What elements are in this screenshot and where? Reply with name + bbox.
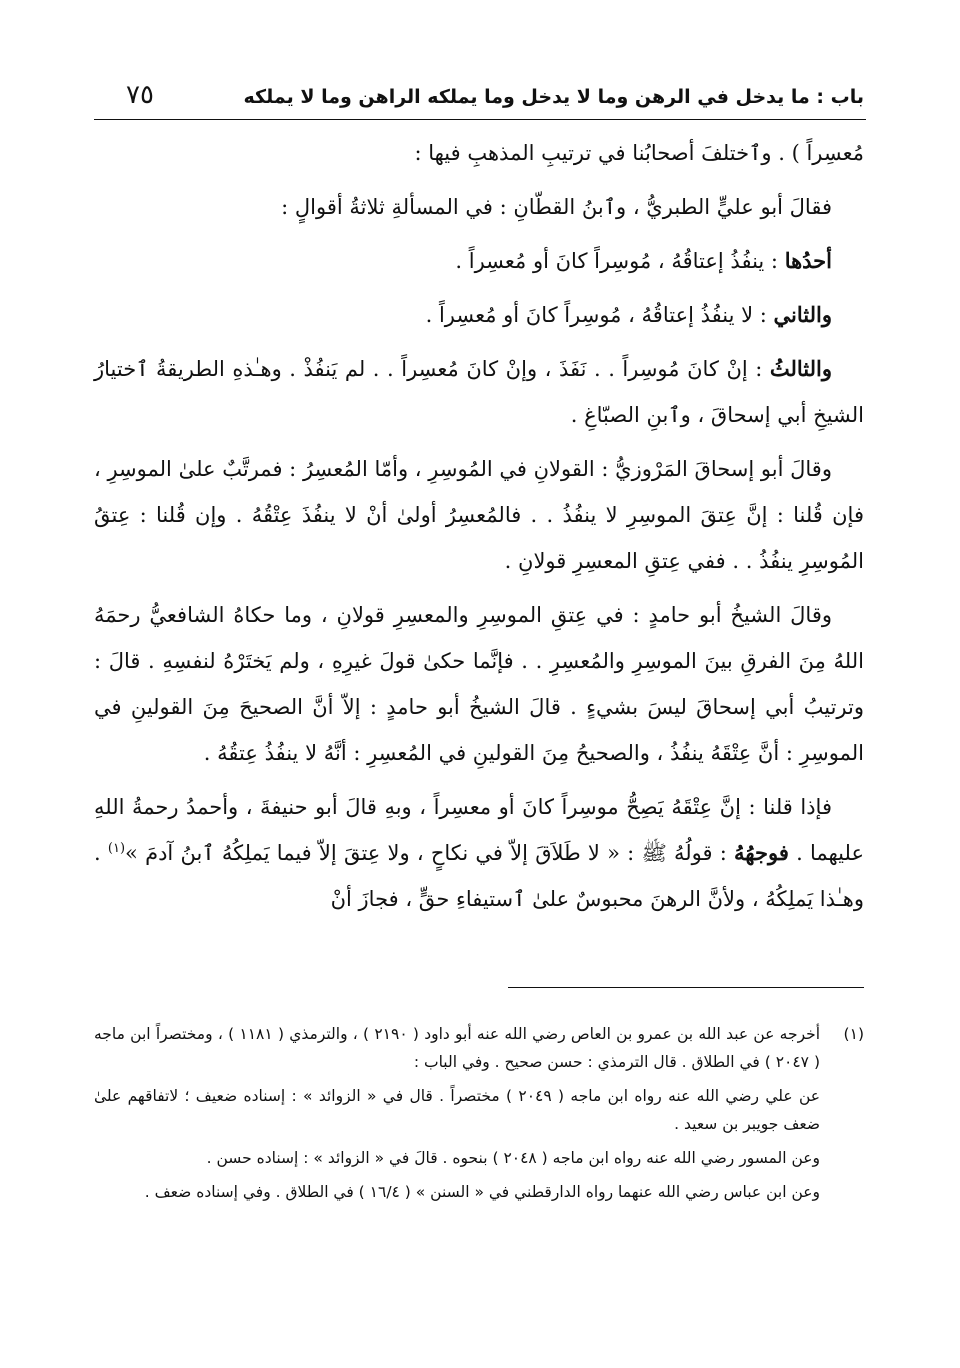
paragraph-4-text: : لا ينفُذُ إعتاقُهُ ، مُوسِراً كانَ أو مُعسِراً . [425,303,774,327]
main-text [94,130,864,922]
footnote-rule [508,987,864,988]
footnote-number: (١) [843,1025,864,1043]
footnote-text-4: وعن ابن عباس رضي الله عنهما رواه الدارقطني في « السنن » ( ١٦/٤ ) في الطلاق . وفي إسناده ضعف . [144,1183,820,1201]
paragraph-5 [94,346,864,438]
paragraph-5-text: : إنْ كانَ مُوسِراً . . نَفَذَ ، وإنْ كانَ مُعسِراً . . لم يَنفُذْ . وهـٰذهِ الطريقةُ ٱختيارُ الشيخِ أبي إسحاقَ ، وٱبنِ الصبّاغِ . [94,357,864,427]
page-number: ٧٥ [126,80,154,110]
paragraph-6: وقالَ أبو إسحاقَ المَرْوزيُّ : القولانِ في المُوسِرِ ، وأمّا المُعسِرُ : فمرتَّبٌ علىٰ الموسِرِ ، فإن قُلنا : إنَّ عِتقَ الموسِرِ لا ينفُذُ . . فالمُعسِرُ أولىٰ أنْ لا ينفُذَ عِتْقُهُ . وإن قُلنا : عِتقُ المُوسِرِ ينفُذُ . . ففي عِتقِ المعسِرِ قولانِ . [94,457,864,573]
paragraph-4 [94,292,864,338]
running-title: باب : ما يدخل في الرهن وما لا يدخل وما يملكه الراهن وما لا يملكه [243,86,864,108]
footnote-reference[interactable]: (١) [107,841,126,856]
paragraph-8 [94,784,864,922]
footnote-text-3: وعن المسور رضي الله عنه رواه ابن ماجه ( ٢٠٤٨ ) بنحوه . قالَ في « الزوائد » : إسناده حسن . [206,1149,820,1167]
footnotes [94,1020,864,1212]
paragraph-3-lead: أحدُها [784,248,832,273]
paragraph-2: فقالَ أبو عليٍّ الطبريُّ ، وٱبنُ القطّانِ : في المسألةِ ثلاثةُ أقوالٍ : [281,195,832,219]
header-rule [94,119,866,120]
footnote-body [94,1020,820,1212]
paragraph-8-text-b: : قولُهُ ﷺ : « لا طَلاَقَ إلاّ في نكاحٍ ، ولا عِتقَ إلاّ فيما يَملِكُهُ ٱبنُ آدمَ » [125,841,735,865]
footnote-item [94,1020,864,1212]
footnote-text-2: عن علي رضي الله عنه رواه ابن ماجه ( ٢٠٤٩ ) مختصراً . قال في « الزوائد » : إسناده ضعيف ؛ لاتفاقهم علىٰ ضعف جويبر بن سعيد . [94,1087,820,1133]
paragraph-8-text-c: . وهـٰذا يَملِكُهُ ، ولأنَّ الرهنَ محبوسٌ علىٰ ٱستيفاءِ حقٍّ ، فجازَ أنْ [94,841,864,911]
paragraph-7: وقالَ الشيخُ أبو حامدٍ : في عِتقِ الموسِرِ والمعسِرِ قولانِ ، وما حكاهُ الشافعيُّ رحمَهُ اللهُ مِنَ الفرقِ بينَ الموسِرِ والمُعسِرِ . . فإنَّما حكىٰ قولَ غيرِهِ ، ولم يَختَرْهُ لنفسِهِ . قالَ : وترتيبُ أبي إسحاقَ ليسَ بشيءٍ . قالَ الشيخُ أبو حامدٍ : إلاّ أنَّ الصحيحَ مِنَ القولينِ في الموسِرِ : أنَّ عِتْقَهُ ينفُذُ ، والصحيحُ مِنَ القولينِ في المُعسِرِ : أنَّهُ لا ينفُذُ عِتقُهُ . [94,603,864,765]
paragraph-5-lead: والثالثُ [769,356,832,381]
paragraph-4-lead: والثاني [773,302,832,327]
paragraph-8-text-a: فإذا قلنا : إنَّ عِتْقَهُ يَصِحُّ موسِراً كانَ أو معسِراً ، وبهِ قالَ أبو حنيفةَ ، وأحمدُ رحمةُ اللهِ عليهما . [94,795,864,865]
paragraph-8-lead: فوجهُهُ [734,840,789,865]
paragraph-3-text: : ينفُذُ إعتاقُهُ ، مُوسِراً كانَ أو مُعسِراً . [455,249,785,273]
footnote-text-1: أخرجه عن عبد الله بن عمرو بن العاص رضي الله عنه أبو داود ( ٢١٩٠ ) ، والترمذي ( ١١٨١ ) ، ومختصراً ابن ماجه ( ٢٠٤٧ ) في الطلاق . قال الترمذي : حسن صحيح . وفي الباب : [94,1025,821,1071]
paragraph-1: مُعسِراً ) . وٱختلفَ أصحابُنا في ترتيبِ المذهبِ فيها : [414,141,864,165]
paragraph-3 [94,238,864,284]
